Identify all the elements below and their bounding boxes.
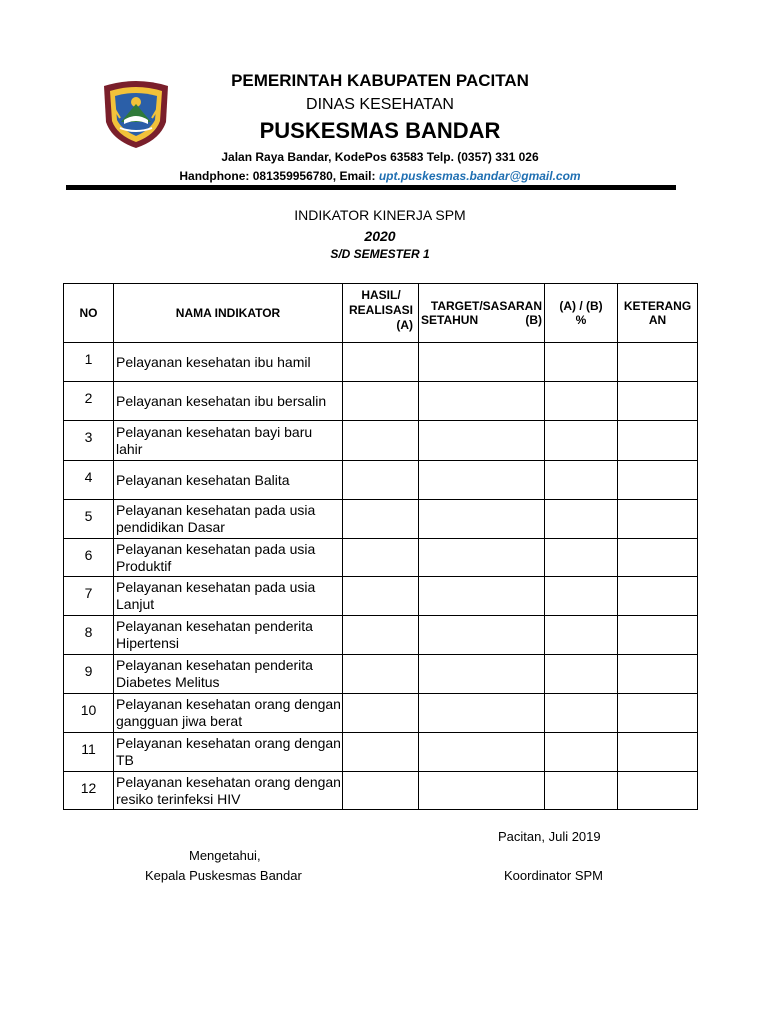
header-result-line2: REALISASI (348, 303, 413, 317)
row-number: 3 (64, 421, 114, 461)
place-date: Pacitan, Juli 2019 (498, 829, 601, 844)
row-ratio-cell[interactable] (545, 616, 618, 655)
row-result-cell[interactable] (343, 539, 419, 577)
table-row (64, 500, 698, 539)
indicator-table (63, 283, 698, 810)
row-target-cell[interactable] (419, 382, 545, 421)
row-ratio-cell[interactable] (545, 343, 618, 382)
row-number: 4 (64, 461, 114, 500)
header-indicator-name: NAMA INDIKATOR (114, 284, 343, 343)
row-number: 8 (64, 616, 114, 655)
row-number: 6 (64, 539, 114, 577)
row-result-cell[interactable] (343, 694, 419, 733)
header-target-line1: TARGET/SASARAN (430, 299, 542, 313)
row-result-cell[interactable] (343, 382, 419, 421)
row-remarks-cell[interactable] (618, 616, 698, 655)
row-indicator-name: Pelayanan kesehatan pada usia Lanjut (114, 577, 343, 616)
header-target-line2b: (B) (525, 313, 542, 327)
table-row (64, 343, 698, 382)
header-result-line3: (A) (396, 318, 413, 332)
row-remarks-cell[interactable] (618, 500, 698, 539)
coordinator-title: Koordinator SPM (504, 868, 603, 883)
facility-address: Jalan Raya Bandar, KodePos 63583 Telp. (0357) 331 026 (221, 150, 539, 164)
row-target-cell[interactable] (419, 733, 545, 772)
row-indicator-name: Pelayanan kesehatan pada usia pendidikan Dasar (114, 500, 343, 539)
row-number: 11 (64, 733, 114, 772)
header-no: NO (64, 284, 114, 343)
row-result-cell[interactable] (343, 421, 419, 461)
table-row (64, 382, 698, 421)
row-target-cell[interactable] (419, 500, 545, 539)
header-ratio (545, 284, 618, 343)
table-row (64, 772, 698, 810)
table-row (64, 577, 698, 616)
row-ratio-cell[interactable] (545, 577, 618, 616)
header-remarks-line1: KETERANG (623, 299, 692, 313)
row-ratio-cell[interactable] (545, 500, 618, 539)
row-result-cell[interactable] (343, 772, 419, 810)
row-indicator-name: Pelayanan kesehatan penderita Hipertensi (114, 616, 343, 655)
table-row (64, 421, 698, 461)
header-divider (66, 185, 676, 190)
row-ratio-cell[interactable] (545, 772, 618, 810)
government-name: PEMERINTAH KABUPATEN PACITAN (231, 71, 529, 90)
row-number: 5 (64, 500, 114, 539)
row-ratio-cell[interactable] (545, 421, 618, 461)
row-indicator-name: Pelayanan kesehatan penderita Diabetes Melitus (114, 655, 343, 694)
header-target-line2a: SETAHUN (421, 313, 479, 327)
row-indicator-name: Pelayanan kesehatan orang dengan gangguan jiwa berat (114, 694, 343, 733)
header-ratio-line1: (A) / (B) (559, 299, 603, 313)
row-number: 9 (64, 655, 114, 694)
row-target-cell[interactable] (419, 655, 545, 694)
table-row (64, 539, 698, 577)
row-result-cell[interactable] (343, 577, 419, 616)
row-ratio-cell[interactable] (545, 733, 618, 772)
row-target-cell[interactable] (419, 461, 545, 500)
row-number: 2 (64, 382, 114, 421)
row-target-cell[interactable] (419, 772, 545, 810)
row-remarks-cell[interactable] (618, 733, 698, 772)
table-row (64, 616, 698, 655)
header-result-line1: HASIL/ (361, 288, 401, 302)
facility-contact (0, 169, 760, 183)
head-title: Kepala Puskesmas Bandar (145, 868, 302, 883)
table-header-row (64, 284, 698, 343)
row-ratio-cell[interactable] (545, 655, 618, 694)
row-remarks-cell[interactable] (618, 461, 698, 500)
row-remarks-cell[interactable] (618, 539, 698, 577)
row-result-cell[interactable] (343, 343, 419, 382)
row-ratio-cell[interactable] (545, 461, 618, 500)
row-remarks-cell[interactable] (618, 343, 698, 382)
row-number: 12 (64, 772, 114, 810)
row-target-cell[interactable] (419, 421, 545, 461)
row-target-cell[interactable] (419, 343, 545, 382)
department-name: DINAS KESEHATAN (306, 96, 454, 113)
row-remarks-cell[interactable] (618, 655, 698, 694)
row-number: 10 (64, 694, 114, 733)
header-remarks-line2: AN (648, 313, 667, 327)
acknowledged-label: Mengetahui, (189, 848, 261, 863)
report-period: S/D SEMESTER 1 (330, 247, 430, 261)
header-result (343, 284, 419, 343)
facility-name: PUSKESMAS BANDAR (259, 118, 501, 143)
row-remarks-cell[interactable] (618, 382, 698, 421)
row-target-cell[interactable] (419, 694, 545, 733)
report-title: INDIKATOR KINERJA SPM (294, 207, 466, 223)
row-remarks-cell[interactable] (618, 772, 698, 810)
row-result-cell[interactable] (343, 733, 419, 772)
row-indicator-name: Pelayanan kesehatan bayi baru lahir (114, 421, 343, 461)
table-row (64, 694, 698, 733)
row-remarks-cell[interactable] (618, 577, 698, 616)
contact-prefix: Handphone: 081359956780, Email: (179, 169, 379, 183)
row-result-cell[interactable] (343, 616, 419, 655)
row-indicator-name: Pelayanan kesehatan orang dengan TB (114, 733, 343, 772)
row-indicator-name: Pelayanan kesehatan ibu bersalin (114, 382, 343, 421)
row-target-cell[interactable] (419, 616, 545, 655)
row-indicator-name: Pelayanan kesehatan Balita (114, 461, 343, 500)
row-remarks-cell[interactable] (618, 421, 698, 461)
table-body (64, 343, 698, 810)
row-indicator-name: Pelayanan kesehatan ibu hamil (114, 343, 343, 382)
header-remarks (618, 284, 698, 343)
email-link[interactable]: upt.puskesmas.bandar@gmail.com (378, 169, 581, 183)
row-result-cell[interactable] (343, 461, 419, 500)
header-target (419, 284, 545, 343)
header-ratio-line2: % (575, 313, 587, 327)
row-number: 1 (64, 343, 114, 382)
table-row (64, 655, 698, 694)
row-remarks-cell[interactable] (618, 694, 698, 733)
row-ratio-cell[interactable] (545, 694, 618, 733)
table-row (64, 733, 698, 772)
row-indicator-name: Pelayanan kesehatan orang dengan resiko terinfeksi HIV (114, 772, 343, 810)
row-target-cell[interactable] (419, 539, 545, 577)
row-ratio-cell[interactable] (545, 382, 618, 421)
row-result-cell[interactable] (343, 500, 419, 539)
row-indicator-name: Pelayanan kesehatan pada usia Produktif (114, 539, 343, 577)
row-ratio-cell[interactable] (545, 539, 618, 577)
table-row (64, 461, 698, 500)
report-year: 2020 (364, 228, 396, 244)
row-number: 7 (64, 577, 114, 616)
row-target-cell[interactable] (419, 577, 545, 616)
row-result-cell[interactable] (343, 655, 419, 694)
